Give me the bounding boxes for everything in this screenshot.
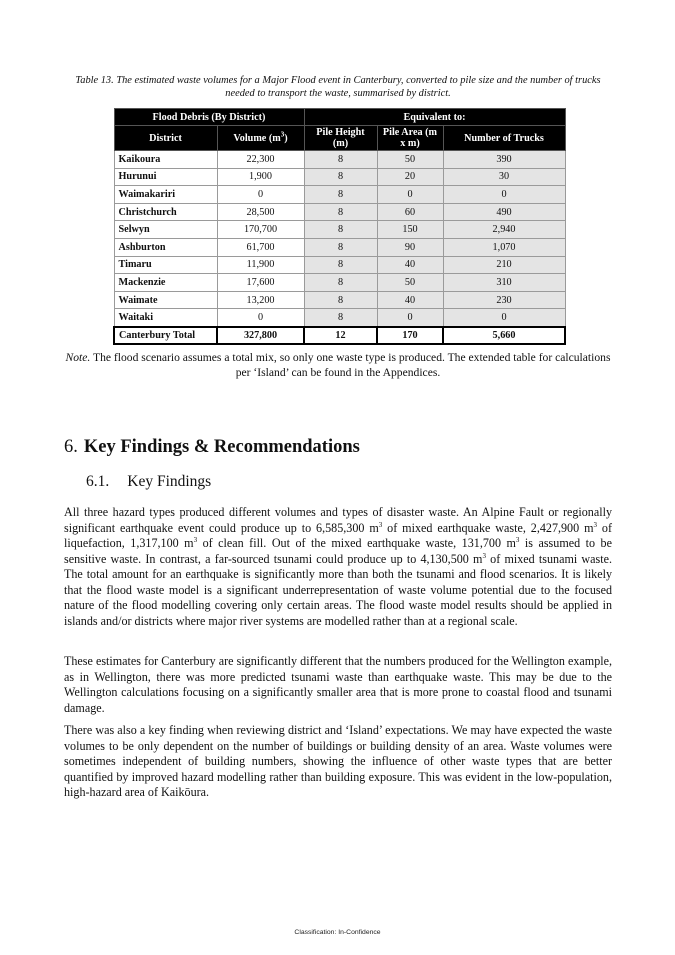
table-caption: Table 13. The estimated waste volumes for a Major Flood event in Canterbury, converted to pile size and the number of trucks needed to transport the waste, summarised by district. — [75, 75, 601, 99]
volume-cell: 11,900 — [217, 256, 304, 274]
trucks-cell: 2,940 — [443, 221, 565, 239]
table-row — [114, 256, 565, 274]
pile-area-cell: 60 — [377, 203, 443, 221]
volume-cell: 0 — [217, 186, 304, 204]
note-text: The flood scenario assumes a total mix, so only one waste type is produced. The extended table for calculations per ‘Island’ can be found in the Appendices. — [90, 351, 611, 379]
note-label: Note. — [65, 351, 91, 364]
volume-cell: 13,200 — [217, 291, 304, 309]
total-trucks: 5,660 — [443, 327, 565, 344]
district-cell: Hurunui — [114, 168, 217, 186]
table-note — [64, 351, 612, 380]
trucks-cell: 230 — [443, 291, 565, 309]
table-total-row — [114, 327, 565, 344]
table-row — [114, 238, 565, 256]
pile-area-cell: 0 — [377, 309, 443, 327]
district-cell: Waimakariri — [114, 186, 217, 204]
volume-cell: 170,700 — [217, 221, 304, 239]
group-header-flood-debris: Flood Debris (By District) — [114, 109, 304, 126]
col-header-volume: Volume $(m^3)$ — [217, 126, 304, 151]
pile-height-cell: 8 — [304, 238, 377, 256]
district-cell: Mackenzie — [114, 274, 217, 292]
paragraph-3: There was also a key finding when reviewing district and ‘Island’ expectations. We may have expected the waste volumes to be only dependent on the number of buildings or building density of an area. Waste volumes were sometimes independent of building numbers, showing the influence of other waste types that are better quantified by improved hazard modelling rather than building exposure. This was evident in the low-population, high-hazard area of Kaikōura. — [64, 723, 612, 799]
trucks-cell: 490 — [443, 203, 565, 221]
col-header-pile-area: Pile Area (m x m) — [377, 126, 443, 151]
trucks-cell: 210 — [443, 256, 565, 274]
trucks-cell: 310 — [443, 274, 565, 292]
pile-height-cell: 8 — [304, 256, 377, 274]
volume-cell: 1,900 — [217, 168, 304, 186]
pile-height-cell: 8 — [304, 221, 377, 239]
table-row — [114, 274, 565, 292]
table-row — [114, 151, 565, 169]
flood-waste-table — [113, 108, 566, 345]
pile-height-cell: 8 — [304, 274, 377, 292]
district-cell: Selwyn — [114, 221, 217, 239]
district-cell: Waimate — [114, 291, 217, 309]
table-row — [114, 291, 565, 309]
trucks-cell: 390 — [443, 151, 565, 169]
pile-height-cell: 8 — [304, 168, 377, 186]
section-heading: 6. Key Findings & Recommendations — [64, 437, 360, 457]
pile-area-cell: 40 — [377, 291, 443, 309]
pile-height-cell: 8 — [304, 309, 377, 327]
district-cell: Kaikoura — [114, 151, 217, 169]
pile-area-cell: 50 — [377, 151, 443, 169]
paragraph-2: These estimates for Canterbury are significantly different that the numbers produced for the Wellington example, as in Wellington, there was more predicted tsunami waste than earthquake waste. This may be due to the Wellington calculations focusing on a significantly smaller area that is more prone to coastal flood and tsunami damage. — [64, 654, 612, 715]
trucks-cell: 0 — [443, 309, 565, 327]
pile-height-cell: 8 — [304, 203, 377, 221]
pile-area-cell: 40 — [377, 256, 443, 274]
district-cell: Timaru — [114, 256, 217, 274]
district-cell: Ashburton — [114, 238, 217, 256]
col-header-trucks: Number of Trucks — [443, 126, 565, 151]
pile-height-cell: 8 — [304, 186, 377, 204]
district-cell: Waitaki — [114, 309, 217, 327]
trucks-cell: 30 — [443, 168, 565, 186]
district-cell: Christchurch — [114, 203, 217, 221]
total-height: 12 — [304, 327, 377, 344]
pile-height-cell: 8 — [304, 291, 377, 309]
classification-footer: Classification: In-Confidence — [294, 929, 381, 936]
pile-area-cell: 150 — [377, 221, 443, 239]
volume-cell: 61,700 — [217, 238, 304, 256]
pile-area-cell: 90 — [377, 238, 443, 256]
table-row — [114, 309, 565, 327]
total-district: Canterbury Total — [114, 327, 217, 344]
table-row — [114, 203, 565, 221]
table-row — [114, 168, 565, 186]
subsection-heading: 6.1. Key Findings — [86, 473, 212, 490]
table-row — [114, 221, 565, 239]
volume-cell: 0 — [217, 309, 304, 327]
volume-cell: 28,500 — [217, 203, 304, 221]
pile-height-cell: 8 — [304, 151, 377, 169]
table-row — [114, 186, 565, 204]
group-header-equivalent: Equivalent to: — [304, 109, 565, 126]
volume-cell: 17,600 — [217, 274, 304, 292]
col-header-district: District — [114, 126, 217, 151]
pile-area-cell: 50 — [377, 274, 443, 292]
trucks-cell: 0 — [443, 186, 565, 204]
total-volume: 327,800 — [217, 327, 304, 344]
pile-area-cell: 20 — [377, 168, 443, 186]
paragraph-1: All three hazard types produced different volumes and types of disaster waste. An Alpine Fault or regionally significant earthquake event could produce up to 6,585,300 $m^3$ of mixed earthquake waste, 2,427,900 $m^3$ of liquefaction, 1,317,100 $m^3$ of clean fill. Out of the mixed earthquake waste, 131,700 $m^3$ is assumed to be sensitive waste. In contrast, a far-sourced tsunami could produce up to 4,130,500 $m^3$ of mixed tsunami waste. The total amount for an earthquake is significantly more than both the tsunami and flood scenarios. It is likely that the flood waste model is a significant underrepresentation of waste volume potential due to the focused nature of the flood modelling covering only certain areas. The flood waste model results should be applied in islands and/or districts where major river systems are modelled rather than at a regional scale. — [64, 505, 612, 628]
col-header-pile-height: Pile Height (m) — [304, 126, 377, 151]
trucks-cell: 1,070 — [443, 238, 565, 256]
pile-area-cell: 0 — [377, 186, 443, 204]
total-area: 170 — [377, 327, 443, 344]
volume-cell: 22,300 — [217, 151, 304, 169]
